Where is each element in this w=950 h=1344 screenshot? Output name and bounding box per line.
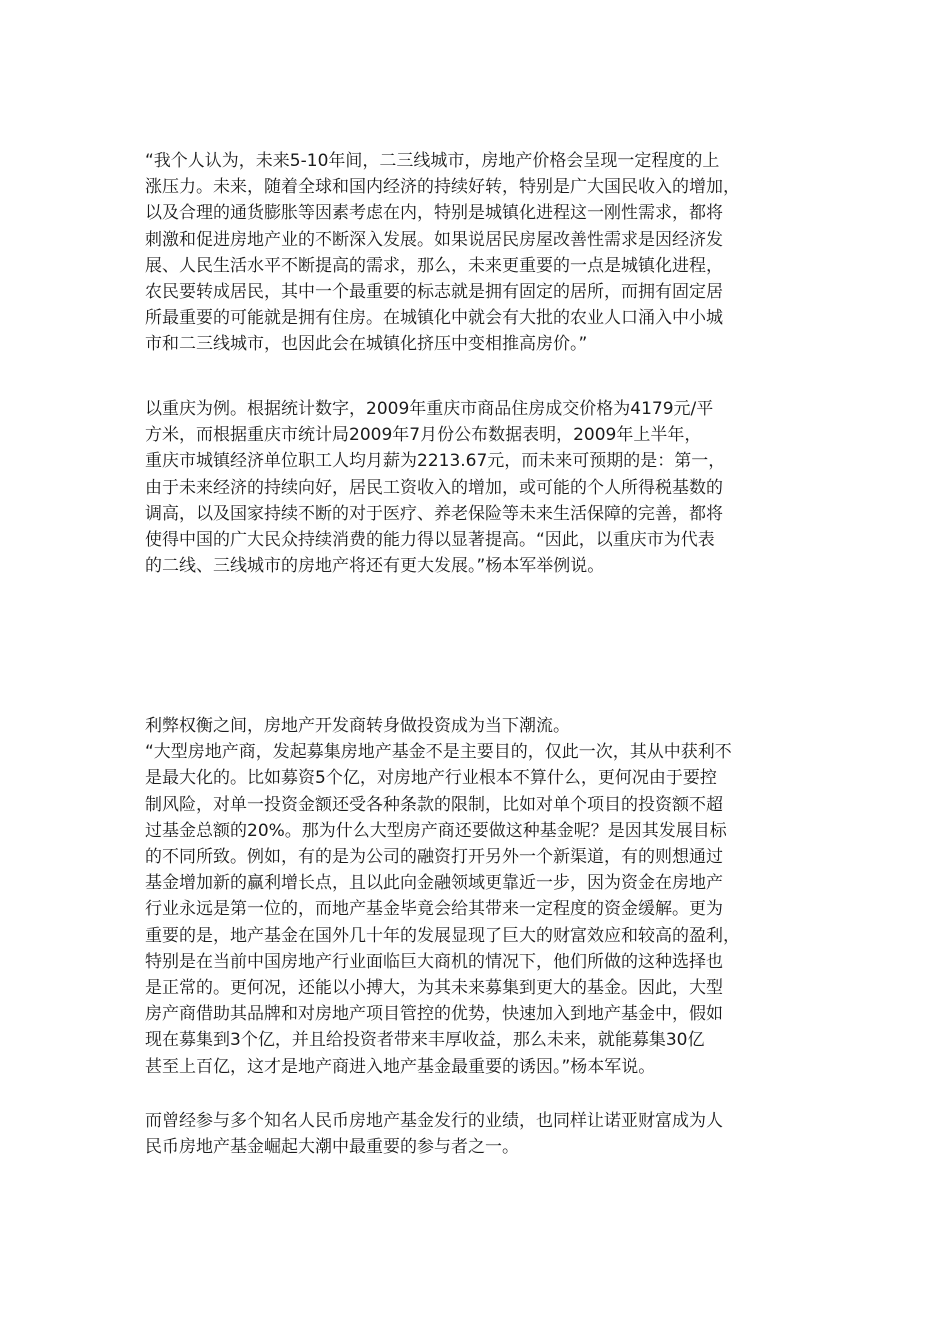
text-line: 甚至上百亿，这才是地产商进入地产基金最重要的诱因。”杨本军说。 — [145, 1056, 656, 1077]
paragraph-outlook-quote — [145, 148, 740, 358]
text-line: 而曾经参与多个知名人民币房地产基金发行的业绩，也同样让诺亚财富成为人 — [145, 1111, 723, 1131]
paragraph-chongqing-example — [145, 396, 725, 579]
text-line: 的不同所致。例如，有的是为公司的融资打开另外一个新渠道，有的则想通过 — [145, 847, 723, 868]
text-line: 的二线、三线城市的房地产将还有更大发展。”杨本军举例说。 — [145, 556, 605, 577]
paragraph-developer-funds — [145, 713, 740, 1080]
text-line: 现在募集到3个亿，并且给投资者带来丰厚收益，那么未来，就能募集30亿 — [145, 1030, 705, 1051]
text-line: 基金增加新的赢利增长点，且以此向金融领域更靠近一步，因为资金在房地产 — [145, 873, 723, 894]
text-line: 是最大化的。比如募资5个亿，对房地产行业根本不算什么，更何况由于要控 — [145, 768, 717, 789]
text-line: 由于未来经济的持续向好，居民工资收入的增加，或可能的个人所得税基数的 — [145, 477, 723, 498]
text-line: 涨压力。未来，随着全球和国内经济的持续好转，特别是广大国民收入的增加， — [145, 177, 740, 198]
text-line: 所最重要的可能就是拥有住房。在城镇化中就会有大批的农业人口涌入中小城 — [145, 308, 723, 329]
text-line: 是正常的。更何况，还能以小搏大，为其未来募集到更大的基金。因此，大型 — [145, 978, 723, 999]
text-line: 使得中国的广大民众持续消费的能力得以显著提高。“因此，以重庆市为代表 — [145, 530, 715, 551]
paragraph-noah-wealth — [145, 1108, 723, 1160]
text-line: 以及合理的通货膨胀等因素考虑在内，特别是城镇化进程这一刚性需求，都将 — [145, 203, 723, 224]
text-line: “大型房地产商，发起募集房地产基金不是主要目的，仅此一次，其从中获利不 — [145, 742, 732, 763]
text-line: 制风险，对单一投资金额还受各种条款的限制，比如对单个项目的投资额不超 — [145, 794, 723, 815]
text-line: 房产商借助其品牌和对房地产项目管控的优势，快速加入到地产基金中，假如 — [145, 1004, 723, 1025]
text-line: 以重庆为例。根据统计数字，2009年重庆市商品住房成交价格为4179元/平 — [145, 399, 714, 419]
text-line: 民币房地产基金崛起大潮中最重要的参与者之一。 — [145, 1137, 519, 1158]
text-line: 展、人民生活水平不断提高的需求，那么，未来更重要的一点是城镇化进程， — [145, 255, 723, 276]
text-line: 特别是在当前中国房地产行业面临巨大商机的情况下，他们所做的这种选择也 — [145, 951, 723, 972]
text-line: 重要的是，地产基金在国外几十年的发展显现了巨大的财富效应和较高的盈利， — [145, 925, 740, 946]
text-line: 重庆市城镇经济单位职工人均月薪为2213.67元，而未来可预期的是：第一， — [145, 451, 726, 472]
text-line: 利弊权衡之间，房地产开发商转身做投资成为当下潮流。 — [145, 716, 570, 736]
text-line: 市和二三线城市，也因此会在城镇化挤压中变相推高房价。” — [145, 334, 588, 355]
text-line: 方米，而根据重庆市统计局2009年7月份公布数据表明，2009年上半年， — [145, 425, 702, 446]
text-line: 刺激和促进房地产业的不断深入发展。如果说居民房屋改善性需求是因经济发 — [145, 229, 723, 250]
text-line: 行业永远是第一位的，而地产基金毕竟会给其带来一定程度的资金缓解。更为 — [145, 899, 723, 920]
text-line: “我个人认为，未来5-10年间，二三线城市，房地产价格会呈现一定程度的上 — [145, 151, 720, 171]
text-line: 调高，以及国家持续不断的对于医疗、养老保险等未来生活保障的完善，都将 — [145, 503, 723, 524]
text-line: 过基金总额的20%。那为什么大型房产商还要做这种基金呢？是因其发展目标 — [145, 820, 727, 841]
text-line: 农民要转成居民，其中一个最重要的标志就是拥有固定的居所，而拥有固定居 — [145, 282, 723, 303]
